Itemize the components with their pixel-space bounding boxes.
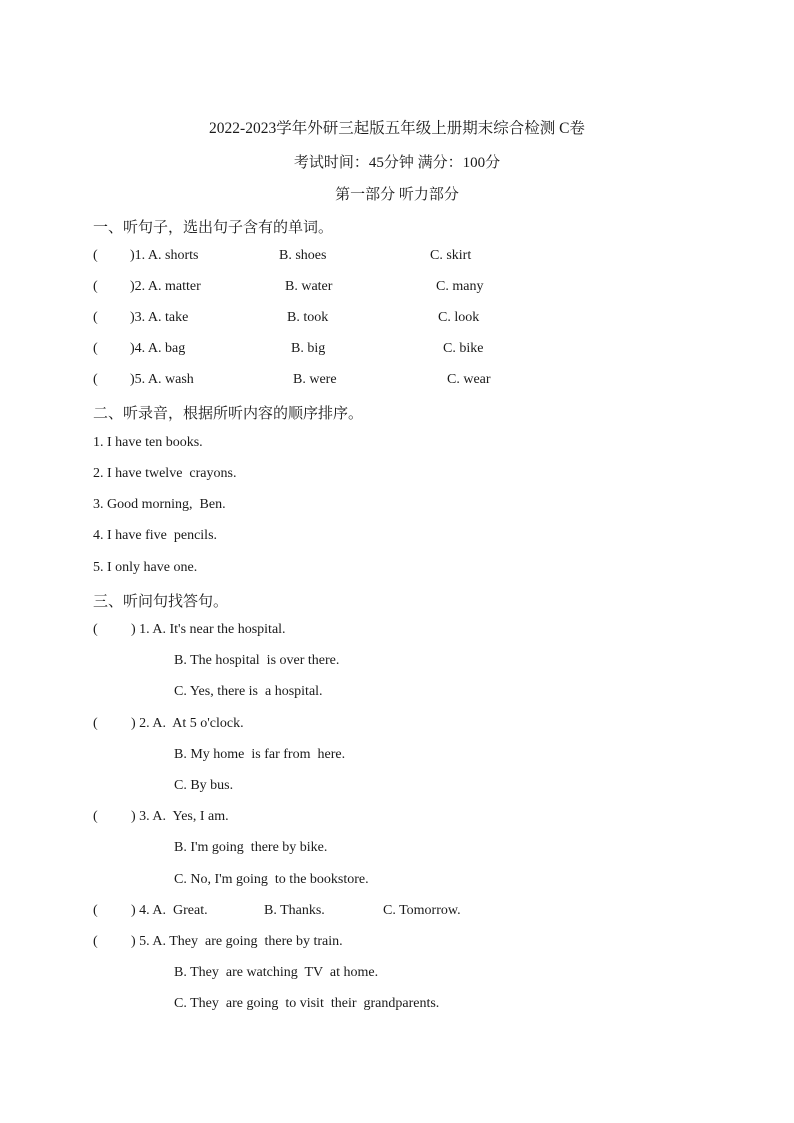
option-c: C. Yes, there is a hospital. [174, 684, 323, 699]
sentence-item: 5. I only have one. [93, 560, 198, 575]
option-c: C. Tomorrow. [383, 903, 461, 918]
sentence-item: 2. I have twelve crayons. [93, 466, 237, 481]
answer-paren[interactable]: ( [93, 716, 98, 731]
option-a: ) 3. A. Yes, I am. [131, 809, 229, 824]
option-b: B. big [291, 341, 326, 356]
sentence-item: 3. Good morning, Ben. [93, 497, 226, 512]
answer-paren[interactable]: ( [93, 622, 98, 637]
option-b: B. shoes [279, 248, 327, 263]
exam-title: 2022-2023学年外研三起版五年级上册期末综合检测 C卷 [209, 120, 585, 137]
option-a: ) 1. A. It's near the hospital. [131, 622, 286, 637]
option-a: )3. A. take [130, 310, 189, 325]
part-title: 第一部分 听力部分 [335, 187, 459, 203]
option-b: B. The hospital is over there. [174, 653, 340, 668]
exam-info: 考试时间：45分钟 满分：100分 [293, 155, 501, 171]
option-c: C. skirt [430, 248, 472, 263]
option-a: )2. A. matter [130, 279, 201, 294]
section3-heading: 三、听问句找答句。 [93, 594, 229, 610]
option-c: C. No, I'm going to the bookstore. [174, 872, 369, 887]
option-c: C. They are going to visit their grandparents. [174, 996, 440, 1011]
option-a: ) 2. A. At 5 o'clock. [131, 716, 244, 731]
option-b: B. My home is far from here. [174, 747, 346, 762]
sentence-item: 4. I have five pencils. [93, 528, 218, 543]
option-c: C. By bus. [174, 778, 234, 793]
sentence-item: 1. I have ten books. [93, 435, 203, 450]
option-a: ) 4. A. Great. [131, 903, 208, 918]
option-c: C. wear [447, 372, 491, 387]
option-b: B. Thanks. [264, 903, 325, 918]
section1-heading: 一、听句子，选出句子含有的单词。 [93, 220, 334, 236]
answer-paren[interactable]: ( [93, 934, 98, 949]
answer-paren[interactable]: ( [93, 248, 98, 263]
option-a: ) 5. A. They are going there by train. [131, 934, 343, 949]
answer-paren[interactable]: ( [93, 310, 98, 325]
option-b: B. water [285, 279, 333, 294]
option-b: B. were [293, 372, 337, 387]
option-a: )1. A. shorts [130, 248, 199, 263]
answer-paren[interactable]: ( [93, 903, 98, 918]
option-b: B. They are watching TV at home. [174, 965, 379, 980]
answer-paren[interactable]: ( [93, 279, 98, 294]
option-a: )4. A. bag [130, 341, 186, 356]
answer-paren[interactable]: ( [93, 809, 98, 824]
answer-paren[interactable]: ( [93, 372, 98, 387]
option-c: C. bike [443, 341, 484, 356]
option-a: )5. A. wash [130, 372, 194, 387]
option-b: B. took [287, 310, 329, 325]
answer-paren[interactable]: ( [93, 341, 98, 356]
option-b: B. I'm going there by bike. [174, 840, 328, 855]
option-c: C. many [436, 279, 484, 294]
option-c: C. look [438, 310, 480, 325]
section2-heading: 二、听录音，根据所听内容的顺序排序。 [93, 406, 364, 422]
